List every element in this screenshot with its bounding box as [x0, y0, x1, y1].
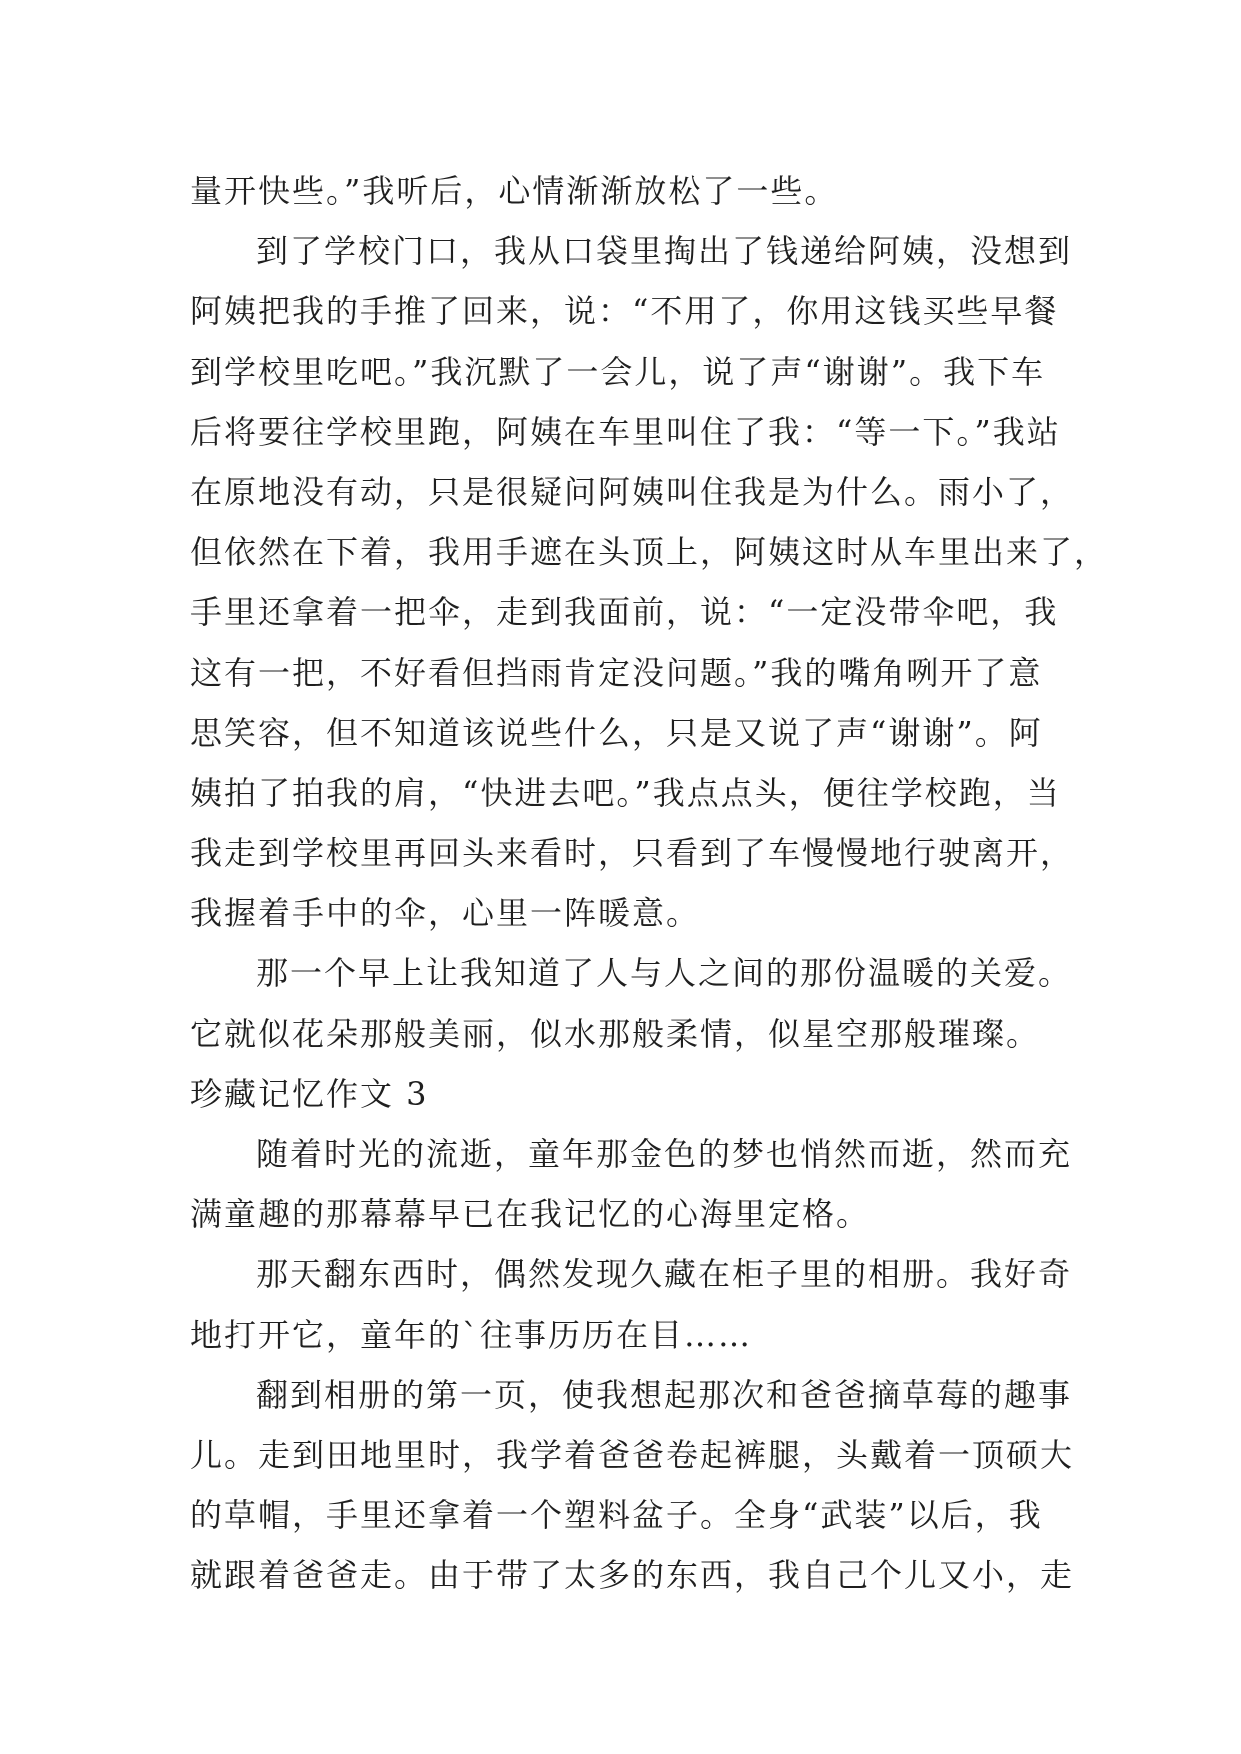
text-line: 阿姨把我的手推了回来，说：“不用了，你用这钱买些早餐 — [190, 292, 1059, 331]
text-line: 后将要往学校里跑，阿姨在车里叫住了我：“等一下。”我站 — [190, 412, 1061, 451]
text-line: 翻到相册的第一页，使我想起那次和爸爸摘草莓的趣事 — [256, 1375, 1073, 1414]
text-line: 地打开它，童年的`往事历历在目…… — [190, 1315, 753, 1354]
text-line: 随着时光的流逝，童年那金色的梦也悄然而逝，然而充 — [256, 1135, 1073, 1173]
text-line: 我握着手中的伞，心里一阵暖意。 — [190, 894, 701, 933]
text-line: 就跟着爸爸走。由于带了太多的东西，我自己个儿又小，走 — [190, 1556, 1075, 1595]
text-line: 满童趣的那幕幕早已在我记忆的心海里定格。 — [190, 1195, 871, 1234]
text-line: 姨拍了拍我的肩，“快进去吧。”我点点头，便往学校跑，当 — [190, 773, 1061, 812]
text-line: 那一个早上让我知道了人与人之间的那份温暖的关爱。 — [256, 954, 1073, 993]
text-line: 儿。走到田地里时，我学着爸爸卷起裤腿，头戴着一顶硕大 — [190, 1435, 1075, 1474]
text-line: 我走到学校里再回头来看时，只看到了车慢慢地行驶离开， — [190, 834, 1075, 873]
text-line: 到学校里吃吧。”我沉默了一会儿，说了声“谢谢”。我下车 — [190, 352, 1046, 391]
section-heading: 珍藏记忆作文 3 — [190, 1074, 429, 1113]
text-line: 在原地没有动，只是很疑问阿姨叫住我是为什么。雨小了， — [190, 472, 1075, 511]
text-line: 但依然在下着，我用手遮在头顶上，阿姨这时从车里出来了， — [190, 533, 1109, 572]
text-line: 这有一把，不好看但挡雨肯定没问题。”我的嘴角咧开了意 — [190, 653, 1043, 692]
text-line: 它就似花朵那般美丽，似水那般柔情，似星空那般璀璨。 — [190, 1014, 1041, 1053]
text-line: 手里还拿着一把伞，走到我面前，说：“一定没带伞吧，我 — [190, 593, 1059, 632]
document-body — [190, 161, 1109, 1606]
text-line: 量开快些。”我听后，心情渐渐放松了一些。 — [190, 172, 839, 210]
text-line: 思笑容，但不知道该说些什么，只是又说了声“谢谢”。阿 — [190, 713, 1043, 752]
text-line: 的草帽，手里还拿着一个塑料盆子。全身“武装”以后，我 — [190, 1496, 1043, 1535]
text-line: 到了学校门口，我从口袋里掏出了钱递给阿姨，没想到 — [256, 232, 1073, 271]
text-line: 那天翻东西时，偶然发现久藏在柜子里的相册。我好奇 — [256, 1255, 1073, 1294]
